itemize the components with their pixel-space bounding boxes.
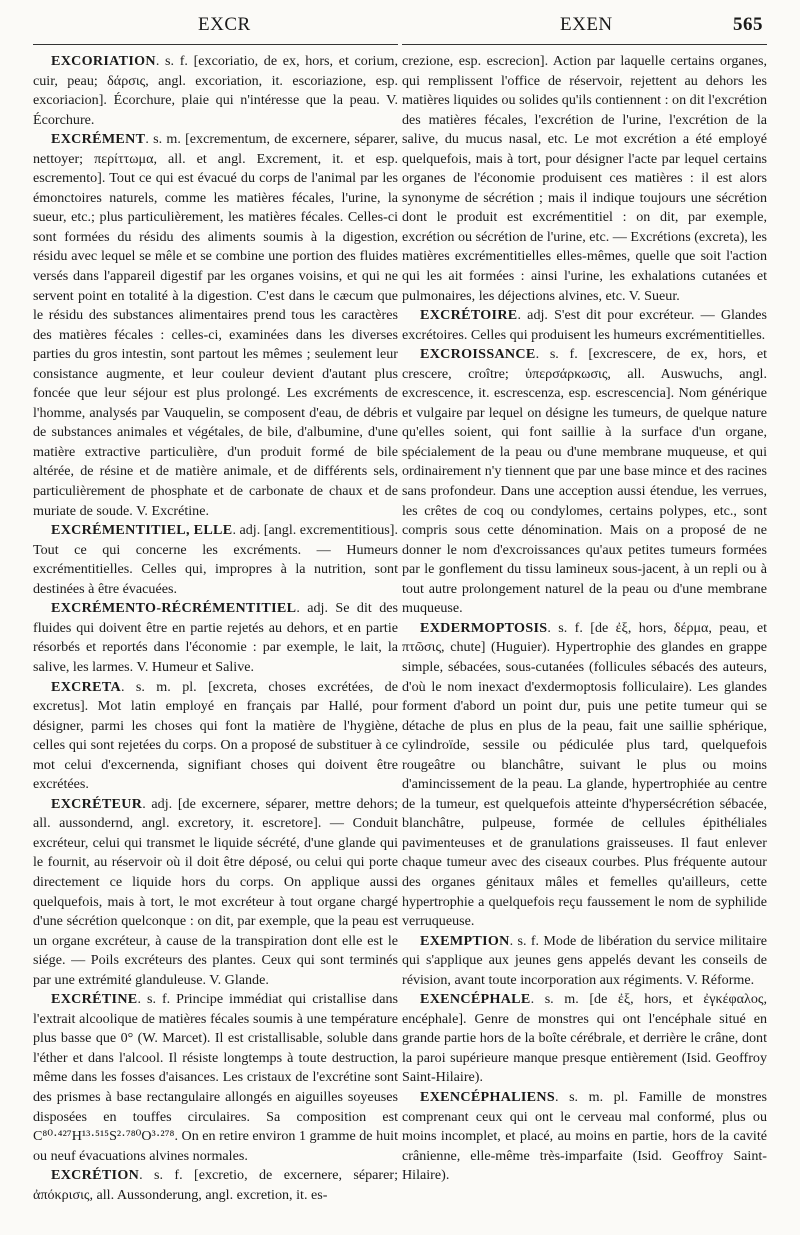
definition: Hypertrophie des glandes en grappe simple, sébacées, sous-cutanées (follicules sébacés des auteurs, d'où le nom inexact d'exdermoptosis folliculaire). Les glandes forment d'abord un point dur, puis une petite tumeur qui se détache de plus en plus de la peau, fait une saillie sphérique, cylindroïde, sessile ou pédiculée plus tard, quelquefois rougeâtre ou blanchâtre, suivant le plus ou moins d'amincissement de la peau. La glande, hypertrophiée au centre de la tumeur, est quelquefois atteinte d'hypersécrétion sébacée, blanchâtre, pulpeuse, formée de cellules épithéliales pavimenteuses et de granulations graisseuses. Il faut enlever chaque tumeur avec des ciseaux courbes. Plus fréquente autour des organes génitaux mâles et femelles qu'ailleurs, cette hypertrophie a quelquefois reçu faussement le nom de syphilide verruqueuse.: [402, 639, 767, 930]
running-head-left: EXCR: [198, 14, 251, 35]
entry-excretion-continued: [402, 52, 767, 306]
headword: EXDERMOPTOSIS: [420, 619, 548, 636]
headword: EXCRÉTION: [51, 1167, 140, 1184]
definition: Mode de libération du service militaire qui s'applique aux jeunes gens appelés devant les conseils de révision, avant toute incorporation aux régiments. V. Réforme.: [402, 932, 767, 988]
definition: Se dit des fluides qui doivent être en partie rejetés au dehors, et en partie résorbés et reportés dans l'économie : par exemple, le lait, la salive, les larmes. V. Humeur et Salive.: [33, 600, 398, 675]
etymology: . s. m. [excrementum, de excernere, séparer, nettoyer; περίττωμα, all. et angl. Excrement, it. et esp. escremento].: [33, 131, 398, 187]
running-head-right: EXEN: [560, 14, 613, 35]
etymology: . adj. [de excernere, séparer, mettre dehors; all. aussondernd, angl. excretory, it. escretore].: [33, 795, 398, 832]
etymology: . s. f. [de ἐξ, hors, δέρμα, peau, et πτῶσις, chute] (Huguier).: [402, 619, 767, 656]
etymology: . s. f.: [137, 991, 171, 1008]
entry-excreteur: [33, 795, 398, 990]
headword: EXCROISSANCE: [420, 346, 536, 363]
header-rule-left: [33, 44, 398, 45]
page-header: [0, 0, 800, 40]
headword: EXCRÉMENTITIEL, ELLE: [51, 522, 233, 539]
definition: Tout ce qui concerne les excréments. — Humeurs excrémentitielles. Celles qui, impropres à la nutrition, sont destinées à être évacuées.: [33, 541, 398, 597]
etymology: crezione, esp. escrecion].: [402, 53, 549, 69]
definition: Action par laquelle certains organes, qui remplissent l'office de réservoir, rejettent au dehors les matières liquides ou solides qu'ils contiennent : on dit l'excrétion des matières fécales, l'excrétion de l'urine, l'excrétion de la salive, du mucus nasal, etc. Le mot excrétion a été employé quelquefois, mais à tort, pour désigner l'acte par lequel certains organes de l'économie produisent ces matières : il est alors synonyme de sécrétion ; mais il indique toujours une sécrétion dont le produit est excrémentitiel : on dit, par exemple, excrétion ou sécrétion de l'urine, etc. — Excrétions (excreta), les matières excrémentitielles elles-mêmes, quelle que soit l'action qui les ait formées : ainsi l'urine, les exhalations cutanées et pulmonaires, les déjections alvines, etc. V. Sueur.: [402, 53, 767, 304]
entry-excretion: [33, 1166, 398, 1205]
entry-excretine: [33, 990, 398, 1166]
header-rule-right: [402, 44, 767, 45]
definition: Principe immédiat qui cristallise dans l'extrait alcoolique de matières fécales soumis à une température plus basse que 0° (W. Marcet). Il est cristallisable, soluble dans l'éther et dans l'alcool. Il résiste longtemps à toute destruction, même dans les fosses d'aisances. Les cristaux de l'excrétine sont des prismes à base rectangulaire allongés en aiguilles soyeuses disposées en touffes circulaires. Sa composition est C⁸⁰·⁴²⁷H¹³·⁵¹⁵S²·⁷⁸⁰O³·²⁷⁸. On en retire environ 1 gramme de huit ou neuf évacuations alvines normales.: [33, 991, 398, 1164]
right-column: [402, 52, 767, 1227]
definition: Genre de monstres qui ont l'encéphale situé en grande partie hors de la boîte cérébrale, et derrière le crâne, dont la paroi supérieure manque presque entièrement (Isid. Geoffroy Saint-Hilaire).: [402, 1010, 767, 1086]
etymology: . s. f. [excretio, de excernere, séparer; ἀπόκρισις, all. Aussonderung, angl. excretion, it. es-: [33, 1167, 398, 1203]
headword: EXCRÉTINE: [51, 991, 138, 1008]
entry-excoriation: [33, 52, 398, 130]
etymology: . s. f. [excrescere, de ex, hors, et crescere, croître; ὑπερσάρκωσις, all. Auswuchs, angl. excrescence, it. escrescenza, esp. escrescencia].: [402, 346, 767, 402]
headword: EXEMPTION: [420, 932, 510, 949]
entry-exdermoptosis: [402, 619, 767, 932]
headword: EXCRÉTEUR: [51, 795, 143, 812]
entry-excremento-recrementitiel: [33, 599, 398, 677]
entry-excrementitiel: [33, 521, 398, 599]
entry-exencephaliens: [402, 1088, 767, 1186]
definition: Mot latin employé en français par Hallé, pour désigner, parmi les choses qui font la matière de l'hygiène, celles qui sont rejetées du corps. On a proposé de substituer à ce mot celui d'excernenda, signifiant choses qui doivent être excrétées.: [33, 698, 398, 793]
etymology: . s. f. [excoriatio, de ex, hors, et corium, cuir, peau; δάρσις, angl. excoriation, it. escoriazione, esp. excoriacion].: [33, 53, 398, 109]
etymology: . s. m. pl.: [555, 1088, 629, 1105]
headword: EXCRETA: [51, 678, 121, 695]
definition: Tout ce qui est évacué du corps de l'animal par les émonctoires naturels, comme les matières fécales, l'urine, la sueur, etc.; plus particulièrement, les matières fécales. Celles-ci sont formées du résidu des aliments soumis à la digestion, résidu avec lequel se mêle et se combine une portion des fluides versés dans l'appareil digestif par les organes voisins, et qui ne servent point en totalité à la digestion. C'est dans le cæcum que le résidu des substances alimentaires prend tous les caractères des matières fécales : celles-ci, examinées dans les diverses parties du gros intestin, sont partout les mêmes ; seulement leur consistance augmente, et leur couleur devient d'autant plus foncée que leur séjour est plus prolongé. Les excréments de l'homme, analysés par Vauquelin, se composent d'eau, de débris de substances animales et végétales, de bile, d'albumine, d'une matière extractive particulière, d'un produit formé de bile altérée, de résine et de matière animale, et de différents sels, particulièrement de phosphate et de carbonate de chaux et de muriate de soude. V. Excrétine.: [33, 170, 398, 519]
etymology: . adj.: [296, 600, 328, 617]
entry-exencephale: [402, 990, 767, 1088]
page-number: 565: [733, 14, 763, 35]
headword: EXCRÉMENT: [51, 131, 146, 148]
definition: Nom générique et vulgaire par lequel on désigne les tumeurs, de quelque nature qu'elles soient, qui font saillie à la surface d'un organe, spécialement de la peau ou d'une membrane muqueuse, et qui ordinairement n'y tiennent que par une base mince et des racines sans profondeur. Dans une acception aussi étendue, les verrues, les crêtes de coq ou condylomes, certains polypes, etc., sont compris sous cette dénomination. Mais on a proposé de ne donner le nom d'excroissances qu'aux petites tumeurs formées par le gonflement du tissu lamineux sous-jacent, à un repli ou à tout autre prolongement naturel de la peau ou d'une membrane muqueuse.: [402, 385, 767, 617]
headword: EXCORIATION: [51, 53, 156, 69]
headword: EXENCÉPHALE: [420, 991, 531, 1008]
entry-excrement: [33, 130, 398, 521]
headword: EXENCÉPHALIENS: [420, 1088, 555, 1105]
etymology: . s. m. pl. [excreta, choses excrétées, de excretus].: [33, 678, 398, 715]
left-column: [33, 52, 398, 1227]
etymology: . s. f.: [509, 932, 540, 949]
definition: Écorchure, plaie qui n'intéresse que la peau. V. Écorchure.: [33, 92, 398, 128]
entry-exemption: [402, 932, 767, 991]
etymology: . adj. [angl. excrementitious].: [232, 522, 398, 539]
entry-excreta: [33, 678, 398, 795]
definition: S'est dit pour excréteur. — Glandes excrétoires. Celles qui produisent les humeurs excrémentitielles.: [402, 307, 767, 343]
headword: EXCRÉMENTO-RÉCRÉMENTITIEL: [51, 600, 297, 617]
definition: — Conduit excréteur, celui qui transmet le liquide sécrété, d'une glande qui le fournit, au réservoir où il doit être déposé, ou celui qui porte directement ce liquide hors du corps. On applique aussi quelquefois, mais à tort, le mot excréteur à tout organe chargé d'une sécrétion quelconque : on dit, par exemple, que la peau est un organe excréteur, à cause de la transpiration dont elle est le siége. — Poils excréteurs des plantes. Ceux qui sont terminés par une extrémité glanduleuse. V. Glande.: [33, 815, 398, 988]
headword: EXCRÉTOIRE: [420, 307, 518, 324]
entry-excroissance: [402, 345, 767, 619]
etymology: . adj.: [517, 307, 548, 324]
etymology: . s. m. [de ἐξ, hors, et ἐγκέφαλος, encéphale].: [402, 991, 767, 1027]
definition: Famille de monstres comprenant ceux qui ont le cerveau mal conformé, plus ou moins incomplet, et placé, au moins en partie, hors de la cavité crânienne, elle-même très-imparfaite (Isid. Geoffroy Saint-Hilaire).: [402, 1088, 767, 1184]
entry-excretoire: [402, 306, 767, 345]
